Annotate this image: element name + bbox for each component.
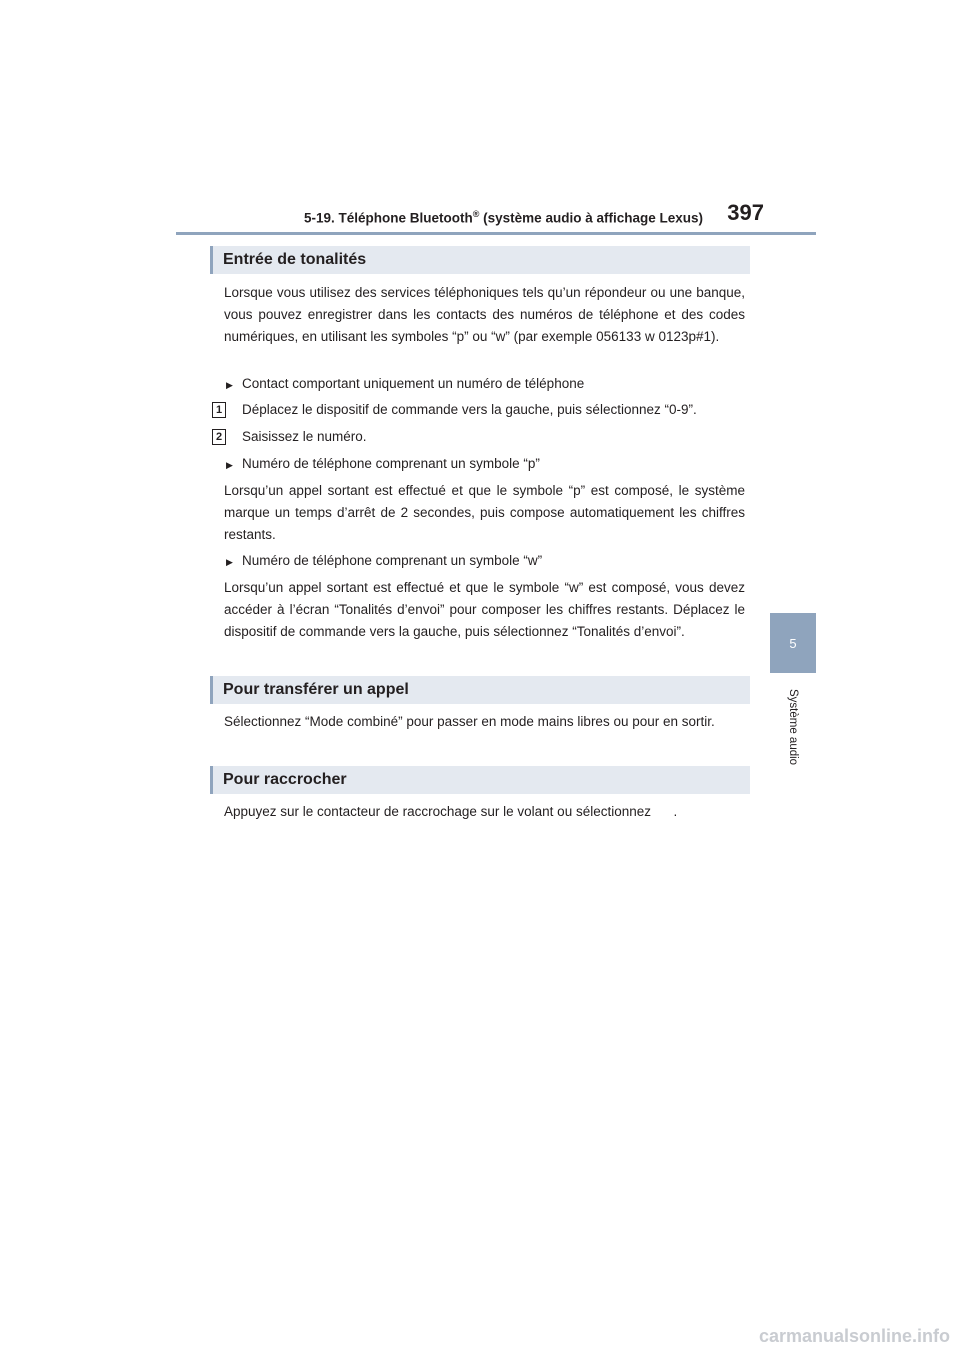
page-number: 397 <box>727 200 764 225</box>
bullet-text: Contact comportant uniquement un numéro de téléphone <box>242 376 585 391</box>
step-number-1: 1 <box>212 402 226 418</box>
registered-mark: ® <box>472 209 480 219</box>
triangle-bullet-icon: ▶ <box>226 380 233 390</box>
bullet-text: Numéro de téléphone comprenant un symbole “p” <box>242 456 540 471</box>
bullet-item <box>226 550 746 573</box>
chapter-label: Système audio <box>787 688 799 766</box>
section3-para: Appuyez sur le contacteur de raccrochage sur le volant ou sélectionnez . <box>224 804 678 819</box>
header-title-suffix: (système audio à affichage Lexus) <box>479 210 703 226</box>
step-text-2: Saisissez le numéro. <box>242 429 367 444</box>
step-text-1: Déplacez le dispositif de commande vers la gauche, puis sélectionnez “0-9”. <box>242 402 697 417</box>
section-heading-hangup: Pour raccrocher <box>210 766 750 794</box>
section-heading-transfer: Pour transférer un appel <box>210 676 750 704</box>
step-number-2: 2 <box>212 429 226 445</box>
bullet-text: Numéro de téléphone comprenant un symbole “w” <box>242 553 543 568</box>
header-title-text: 5-19. Téléphone Bluetooth <box>304 210 473 226</box>
bullet-item <box>226 453 746 476</box>
section-heading-tones: Entrée de tonalités <box>210 246 750 274</box>
section2-para: Sélectionnez “Mode combiné” pour passer en mode mains libres ou pour en sortir. <box>224 714 715 729</box>
section1-intro: Lorsque vous utilisez des services téléphoniques tels qu’un répondeur ou une banque, vous pouvez enregistrer dans les contacts des numéros de téléphone et des codes numériques, en utilisant les symboles “p” ou “w” (par exemple 056133 w 0123p#1). <box>224 285 745 344</box>
section1-para-p: Lorsqu’un appel sortant est effectué et que le symbole “p” est composé, le système marque un temps d’arrêt de 2 secondes, puis compose automatiquement les chiffres restants. <box>224 483 745 542</box>
chapter-tab: 5 <box>770 613 816 673</box>
triangle-bullet-icon: ▶ <box>226 557 233 567</box>
bullet-item <box>226 373 746 396</box>
watermark: carmanualsonline.info <box>758 1326 950 1346</box>
triangle-bullet-icon: ▶ <box>226 460 233 470</box>
header-divider <box>176 232 816 235</box>
section1-para-w: Lorsqu’un appel sortant est effectué et que le symbole “w” est composé, vous devez accéder à l’écran “Tonalités d’envoi” pour composer les chiffres restants. Déplacez le dispositif de commande vers la gauche, puis sélectionnez “Tonalités d’envoi”. <box>224 580 745 639</box>
running-header <box>304 209 703 226</box>
